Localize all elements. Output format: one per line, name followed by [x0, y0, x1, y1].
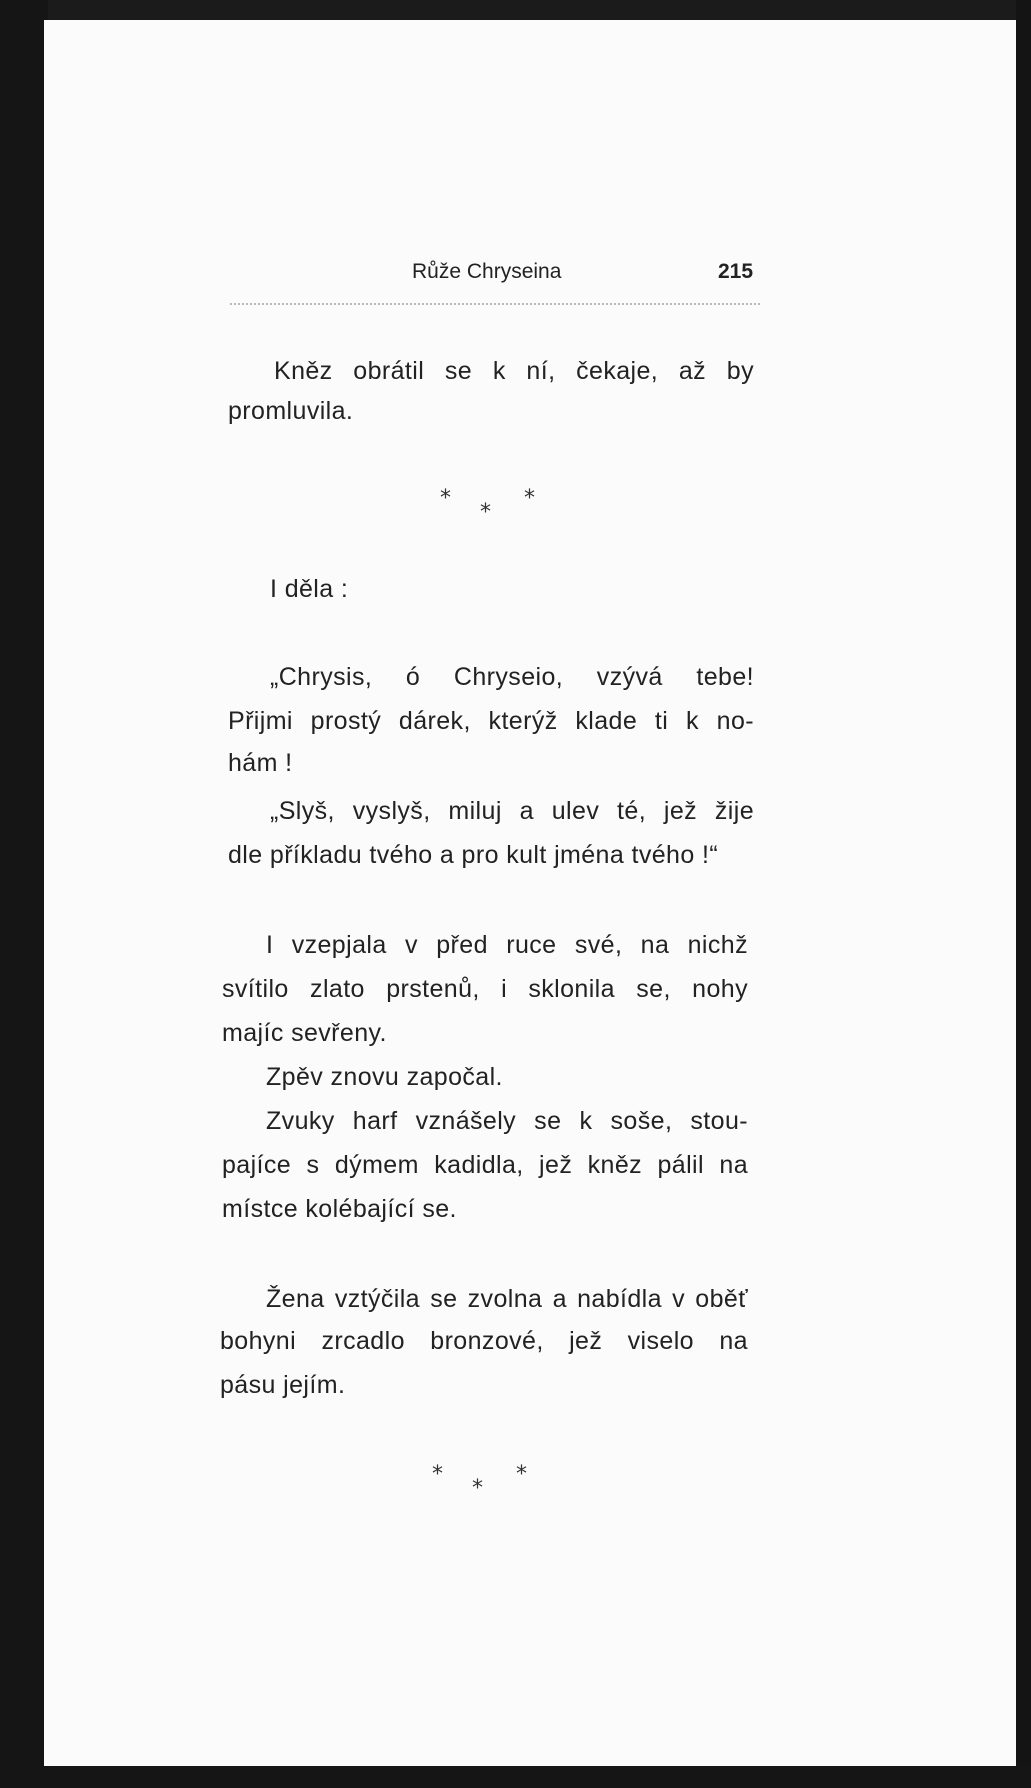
text-line: Kněz obrátil se k ní, čekaje, až by [274, 357, 754, 385]
text-line: promluvila. [228, 397, 354, 425]
book-binding-edge [0, 0, 48, 1788]
asterisk: * [524, 486, 535, 511]
text-line: Zpěv znovu započal. [266, 1063, 503, 1091]
asterisk: * [440, 486, 451, 511]
text-line: hám ! [228, 749, 293, 777]
text-line: bohyni zrcadlo bronzové, jež viselo na [220, 1327, 748, 1355]
section-separator [440, 486, 540, 526]
asterisk: * [432, 1462, 443, 1487]
text-line: pásu jejím. [220, 1371, 346, 1399]
asterisk: * [516, 1462, 527, 1487]
text-line: Žena vztýčila se zvolna a nabídla v oběť [266, 1285, 748, 1313]
text-line: dle příkladu tvého a pro kult jména tvého !“ [228, 841, 719, 869]
text-line: I vzepjala v před ruce své, na nichž [266, 931, 748, 959]
page-right-edge [1016, 0, 1031, 1788]
header-rule [230, 303, 760, 305]
asterisk: * [472, 1476, 483, 1501]
text-line: majíc sevřeny. [222, 1019, 387, 1047]
text-line: „Chrysis, ó Chryseio, vzývá tebe! [270, 663, 754, 691]
text-line: svítilo zlato prstenů, i sklonila se, nohy [222, 975, 748, 1003]
text-line: Zvuky harf vznášely se k soše, stou- [266, 1107, 748, 1135]
page-number: 215 [718, 260, 754, 283]
text-line: Přijmi prostý dárek, kterýž klade ti k no- [228, 707, 754, 735]
text-line: pajíce s dýmem kadidla, jež kněz pálil na [222, 1151, 748, 1179]
text-line: „Slyš, vyslyš, miluj a ulev té, jež žije [270, 797, 754, 825]
text-line: I děla : [270, 575, 349, 603]
page-bottom-edge [0, 1766, 1031, 1788]
text-line: místce kolébající se. [222, 1195, 457, 1223]
asterisk: * [480, 500, 491, 525]
section-separator [432, 1462, 532, 1502]
running-title: Růže Chryseina [412, 260, 562, 283]
